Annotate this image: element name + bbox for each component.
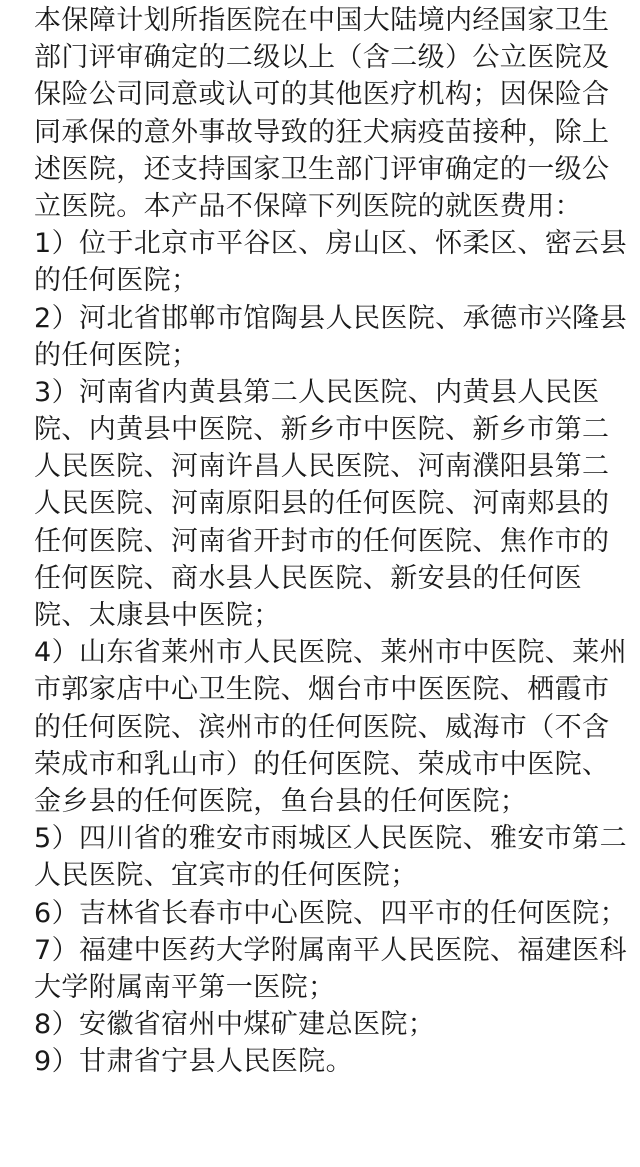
list-item-line: 人民医院、河南许昌人民医院、河南濮阳县第二 (34, 451, 610, 483)
list-item-line: 人民医院、宜宾市的任何医院； (34, 860, 418, 892)
intro-line: 部门评审确定的二级以上（含二级）公立医院及 (34, 42, 610, 74)
intro-paragraph (34, 2, 630, 225)
intro-line: 本保障计划所指医院在中国大陆境内经国家卫生 (34, 5, 610, 36)
list-item-line: 1）位于北京市平谷区、房山区、怀柔区、密云县 (34, 228, 627, 260)
list-item (34, 634, 630, 820)
list-item-line: 荣成市和乳山市）的任何医院、荣成市中医院、 (34, 748, 610, 780)
list-item-line: 市郭家店中心卫生院、烟台市中医医院、栖霞市 (34, 674, 610, 706)
intro-line: 保险公司同意或认可的其他医疗机构；因保险合 (34, 79, 610, 111)
list-item-line: 9）甘肃省宁县人民医院。 (34, 1046, 353, 1078)
list-item-line: 任何医院、河南省开封市的任何医院、焦作市的 (34, 525, 610, 557)
list-item-line: 的任何医院； (34, 265, 199, 297)
intro-line: 述医院，还支持国家卫生部门评审确定的一级公 (34, 153, 610, 185)
list-item-line: 任何医院、商水县人民医院、新安县的任何医 (34, 562, 582, 594)
list-item (34, 895, 630, 932)
list-item-line: 人民医院、河南原阳县的任何医院、河南郏县的 (34, 488, 610, 520)
intro-line: 立医院。本产品不保障下列医院的就医费用： (34, 190, 582, 222)
list-item-line: 2）河北省邯郸市馆陶县人民医院、承德市兴隆县 (34, 302, 627, 334)
list-item-line: 院、太康县中医院； (34, 600, 281, 631)
list-item (34, 1006, 630, 1043)
list-item-line: 7）福建中医药大学附属南平人民医院、福建医科 (34, 934, 627, 966)
list-item (34, 225, 630, 299)
list-item (34, 300, 630, 374)
list-item-line: 8）安徽省宿州中煤矿建总医院； (34, 1009, 436, 1041)
list-item-line: 的任何医院、滨州市的任何医院、威海市（不含 (34, 711, 610, 743)
list-item-line: 金乡县的任何医院，鱼台县的任何医院； (34, 785, 528, 817)
list-item-line: 院、内黄县中医院、新乡市中医院、新乡市第二 (34, 414, 610, 446)
list-item-line: 大学附属南平第一医院； (34, 971, 336, 1003)
list-item (34, 374, 630, 634)
list-item-line: 4）山东省莱州市人民医院、莱州市中医院、莱州 (34, 637, 627, 669)
list-item-line: 3）河南省内黄县第二人民医院、内黄县人民医 (34, 376, 600, 408)
list-item-line: 6）吉林省长春市中心医院、四平市的任何医院； (34, 897, 627, 929)
list-item (34, 820, 630, 894)
list-item (34, 1043, 630, 1080)
list-item-line: 5）四川省的雅安市雨城区人民医院、雅安市第二 (34, 823, 627, 855)
intro-line: 同承保的意外事故导致的狂犬病疫苗接种，除上 (34, 116, 610, 148)
list-item (34, 932, 630, 1006)
list-item-line: 的任何医院； (34, 339, 199, 371)
